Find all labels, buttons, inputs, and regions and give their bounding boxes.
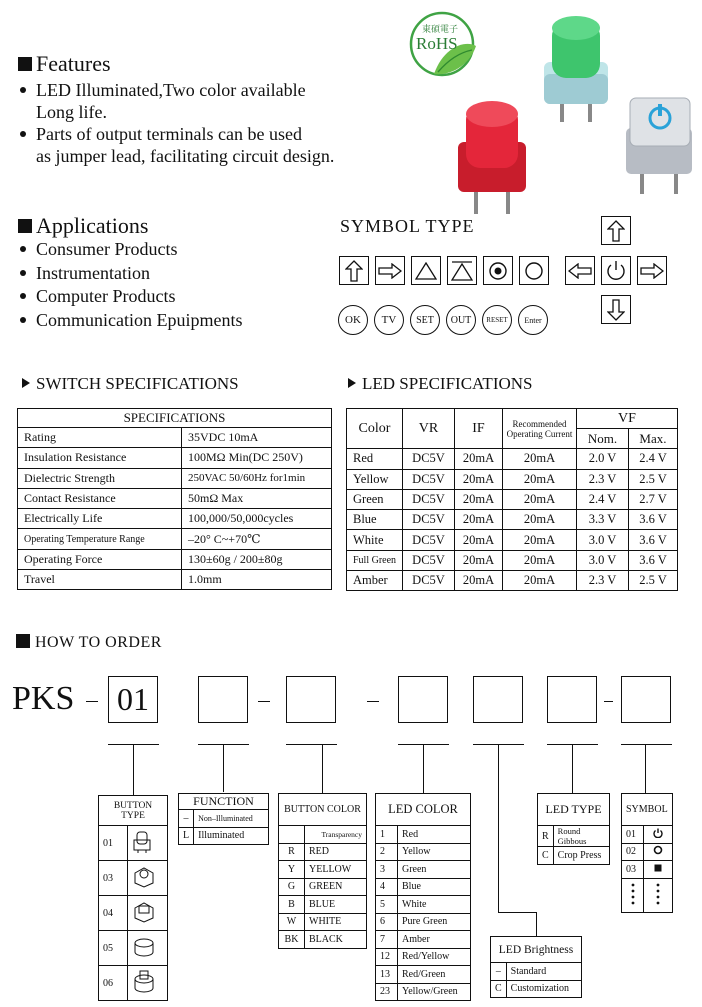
connector-line <box>536 912 537 936</box>
connector-line <box>322 744 323 794</box>
button-type-code-box: 01 <box>108 676 158 723</box>
table-row: 01 <box>622 826 673 844</box>
table-row: 4 Blue <box>376 878 471 896</box>
table-row: 2 Yellow <box>376 843 471 861</box>
red-switch-image <box>452 98 532 216</box>
table-row <box>622 878 673 912</box>
feature-item: as jumper lead, facilitating circuit design. <box>36 146 335 166</box>
table-row: 23 Yellow/Green <box>376 983 471 1001</box>
eject-icon <box>447 256 477 285</box>
separator-dash <box>86 701 98 702</box>
bullet-icon <box>20 317 26 323</box>
led-color-table: LED COLOR 1 Red 2 Yellow 3 Green 4 Blue 5 White 6 Pure Green 7 Amber 12 Red/Yellow 13 Red/Green 23 Yellow/Green <box>375 793 471 1001</box>
table-row: 3 Green <box>376 861 471 879</box>
reset-symbol: RESET <box>482 305 512 335</box>
table-row: R RED <box>279 843 367 861</box>
how-to-order-heading: HOW TO ORDER <box>16 634 162 652</box>
table-row: 01 <box>99 826 168 861</box>
table-row: Travel 1.0mm <box>18 570 332 590</box>
feature-item: Parts of output terminals can be used <box>18 123 334 145</box>
tv-symbol: TV <box>374 305 404 335</box>
ellipsis-icon <box>644 878 673 912</box>
features-heading: Features <box>18 52 111 76</box>
button-color-code-box <box>286 676 336 723</box>
applications-list <box>18 238 242 332</box>
table-row: Transparency <box>279 826 367 844</box>
table-row: R Round Gibbous <box>538 826 610 847</box>
arrow-down-icon <box>601 295 631 324</box>
function-code-box <box>198 676 248 723</box>
feature-item: LED Illuminated,Two color available <box>18 79 334 101</box>
connector-line <box>133 744 134 796</box>
features-list <box>18 79 334 167</box>
rohs-logo: 東碩電子 RoHS <box>404 6 480 82</box>
square-bullet-icon <box>16 634 30 648</box>
table-row: BK BLACK <box>279 931 367 949</box>
led-spec-table: Color VR IF Recommended Operating Current VF Nom. Max. Red DC5V 20mA 20mA 2.0 V 2.4 V Yellow DC5V 20mA 20mA 2.3 V 2.5 V Green DC5V 20mA 20mA 2.4 V 2.7 V Blue DC5V 20mA 20mA 3.3 V 3.6 V White DC5V 20mA 20mA 3.0 V 3.6 V Full Green DC5V 20mA 20mA 3.0 V 3.6 V Amber DC5V 20mA 20mA 2.3 V 2.5 V <box>346 408 678 591</box>
triangle-bullet-icon <box>348 378 356 388</box>
table-row: Electrically Life 100,000/50,000cycles <box>18 509 332 529</box>
table-row: – Non–Illuminated <box>179 810 269 828</box>
enter-symbol: Enter <box>518 305 548 335</box>
table-row: G GREEN <box>279 878 367 896</box>
table-row: – Standard <box>491 963 582 981</box>
square-bullet-icon <box>18 57 32 71</box>
connector-line <box>286 744 337 745</box>
arrow-left-icon <box>565 256 595 285</box>
application-item: Instrumentation <box>18 262 242 286</box>
table-row: 02 <box>622 843 673 861</box>
symbol-table: SYMBOL 01 02 03 <box>621 793 673 913</box>
connector-line <box>621 744 672 745</box>
circle-icon <box>644 843 673 861</box>
arrow-up-icon <box>601 216 631 245</box>
table-row: Operating Force 130±60g / 200±80g <box>18 549 332 569</box>
connector-line <box>498 912 536 913</box>
applications-heading: Applications <box>18 214 148 238</box>
table-row: 05 <box>99 931 168 966</box>
connector-line <box>498 744 499 912</box>
connector-line <box>572 744 573 794</box>
table-row: Y YELLOW <box>279 861 367 879</box>
button-shape-icon <box>128 931 168 966</box>
target-icon <box>483 256 513 285</box>
symbol-code-box <box>621 676 671 723</box>
table-row: 5 White <box>376 896 471 914</box>
silver-switch-image <box>622 94 700 196</box>
triangle-bullet-icon <box>22 378 30 388</box>
table-row: 13 Red/Green <box>376 966 471 984</box>
table-row: 6 Pure Green <box>376 913 471 931</box>
table-row: C Customization <box>491 980 582 998</box>
led-type-code-box <box>547 676 597 723</box>
table-row: Rating 35VDC 10mA <box>18 428 332 448</box>
application-item: Communication Epuipments <box>18 309 242 333</box>
out-symbol: OUT <box>446 305 476 335</box>
separator-dash <box>604 701 613 702</box>
table-row: 1 Red <box>376 826 471 844</box>
arrow-right-icon <box>637 256 667 285</box>
table-row: 7 Amber <box>376 931 471 949</box>
table-row: Insulation Resistance 100MΩ Min(DC 250V) <box>18 448 332 468</box>
button-type-table: BUTTON TYPE <box>98 795 168 826</box>
triangle-icon <box>411 256 441 285</box>
feature-item: Long life. <box>36 102 107 122</box>
green-switch-image <box>540 14 612 124</box>
table-row: 04 <box>99 896 168 931</box>
arrow-right-icon <box>375 256 405 285</box>
table-row: Dielectric Strength 250VAC 50/60Hz for1min <box>18 468 332 488</box>
connector-line <box>223 744 224 792</box>
separator-dash <box>258 701 270 702</box>
table-row: Green DC5V 20mA 20mA 2.4 V 2.7 V <box>347 489 678 509</box>
table-row: Amber DC5V 20mA 20mA 2.3 V 2.5 V <box>347 571 678 591</box>
button-shape-icon <box>128 896 168 931</box>
table-row: White DC5V 20mA 20mA 3.0 V 3.6 V <box>347 530 678 550</box>
table-title: SPECIFICATIONS <box>18 409 332 428</box>
bullet-icon <box>20 131 26 137</box>
application-item: Consumer Products <box>18 238 242 262</box>
table-row: Yellow DC5V 20mA 20mA 2.3 V 2.5 V <box>347 469 678 489</box>
button-shape-icon <box>128 966 168 1001</box>
led-spec-heading: LED SPECIFICATIONS <box>348 374 533 394</box>
table-row: Red DC5V 20mA 20mA 2.0 V 2.4 V <box>347 449 678 469</box>
table-row: Contact Resistance 50mΩ Max <box>18 488 332 508</box>
square-bullet-icon <box>18 219 32 233</box>
table-row: C Crop Press <box>538 847 610 865</box>
button-shape-icon <box>128 861 168 896</box>
led-brightness-code-box <box>473 676 523 723</box>
part-prefix: PKS <box>12 680 75 717</box>
table-row: 03 <box>622 861 673 879</box>
switch-spec-table <box>17 408 332 590</box>
table-row: Blue DC5V 20mA 20mA 3.3 V 3.6 V <box>347 510 678 530</box>
ellipsis-icon <box>622 878 644 912</box>
connector-line <box>645 744 646 794</box>
button-type-rows <box>98 825 168 1001</box>
square-icon <box>644 861 673 879</box>
led-type-table: LED TYPE R Round Gibbous C Crop Press <box>537 793 610 865</box>
table-row: W WHITE <box>279 913 367 931</box>
power-icon <box>601 256 631 285</box>
table-row: 06 <box>99 966 168 1001</box>
bullet-icon <box>20 270 26 276</box>
connector-line <box>423 744 424 794</box>
arrow-up-icon <box>339 256 369 285</box>
power-icon <box>644 826 673 844</box>
button-color-table: BUTTON COLOR Transparency R RED Y YELLOW G GREEN B BLUE W WHITE BK BLACK <box>278 793 367 949</box>
led-color-code-box <box>398 676 448 723</box>
set-symbol: SET <box>410 305 440 335</box>
table-row: 12 Red/Yellow <box>376 948 471 966</box>
function-table: FUNCTION – Non–Illuminated L Illuminated <box>178 793 269 845</box>
table-row: 03 <box>99 861 168 896</box>
table-row: L Illuminated <box>179 827 269 845</box>
table-row: B BLUE <box>279 896 367 914</box>
bullet-icon <box>20 246 26 252</box>
bullet-icon <box>20 87 26 93</box>
circle-icon <box>519 256 549 285</box>
table-row: Full Green DC5V 20mA 20mA 3.0 V 3.6 V <box>347 550 678 570</box>
led-brightness-table: LED Brightness – Standard C Customization <box>490 936 582 998</box>
button-shape-icon <box>128 826 168 861</box>
bullet-icon <box>20 293 26 299</box>
table-row: Operating Temperature Range –20° C~+70℃ <box>18 529 332 549</box>
symbol-type-heading: SYMBOL TYPE <box>340 216 475 236</box>
application-item: Computer Products <box>18 285 242 309</box>
ok-symbol: OK <box>338 305 368 335</box>
switch-spec-heading: SWITCH SPECIFICATIONS <box>22 374 239 394</box>
separator-dash <box>367 701 379 702</box>
